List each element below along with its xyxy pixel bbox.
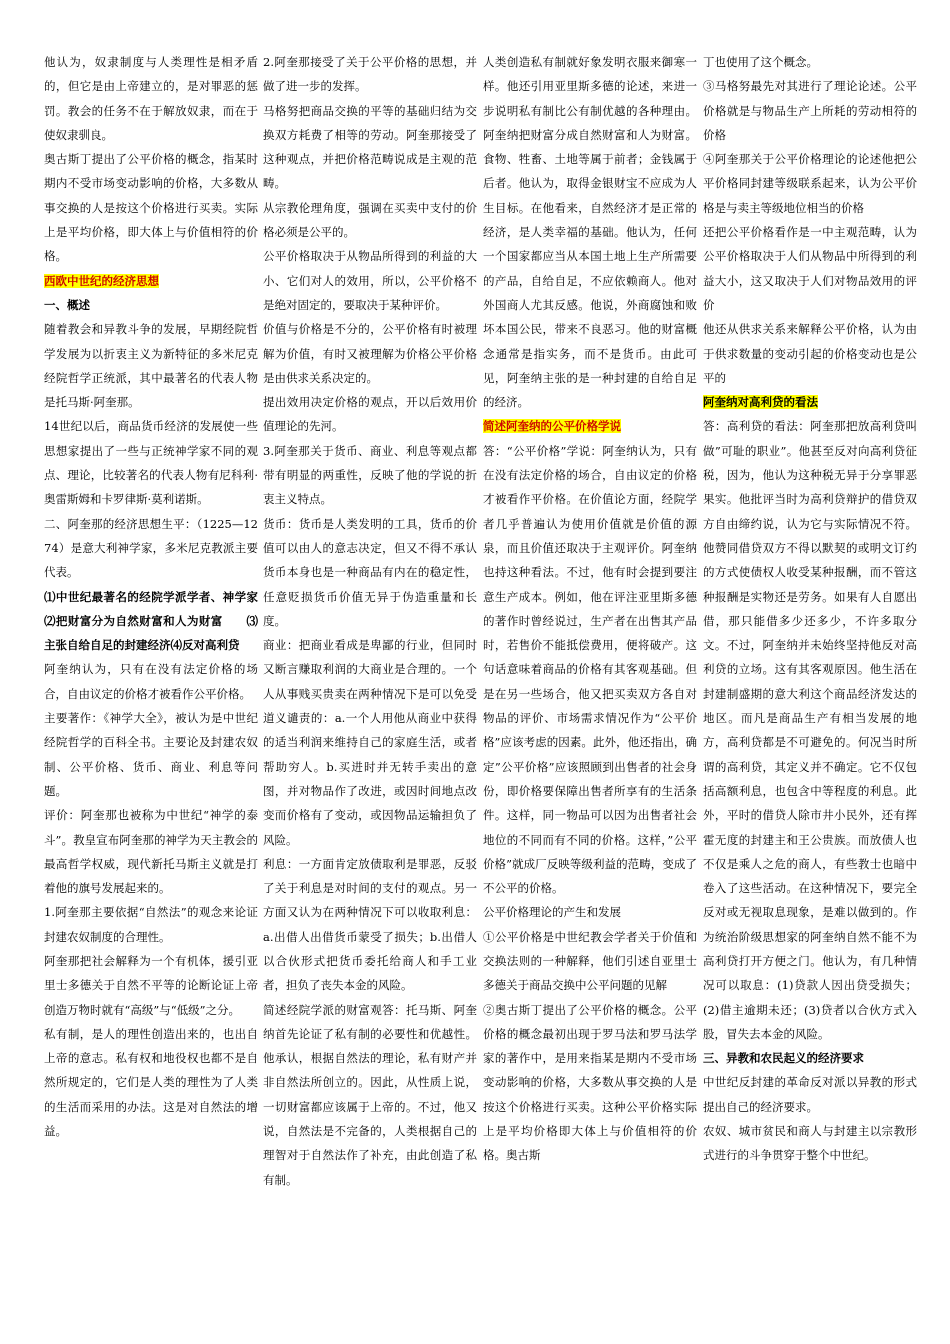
paragraph: 他认为，奴隶制度与人类理性是相矛盾的，但它是由上帝建立的，是对罪恶的惩罚。教会的任务不在于解放奴隶，而在于使奴隶驯良。 [44, 55, 258, 142]
highlighted-heading: 简述阿奎纳的公平价格学说 [483, 419, 621, 434]
paragraph: 3.阿奎那关于货币、商业、利息等观点都带有明显的两重性，反映了他的学说的折衷主义特点。 [263, 443, 477, 507]
paragraph: 二、阿奎那的经济思想生平：（1225—1274）是意大利神学家，多米尼克教派主要代表。 [44, 516, 258, 580]
paragraph: 公平价格取决于从物品所得到的利益的大小、它们对人的效用，所以，公平价格不是绝对固定的，要取决于某种评价。 [263, 249, 477, 312]
paragraph: 奥古斯丁提出了公平价格的概念，指某时期内不受市场变动影响的价格，大多数从事交换的人是按这个价格进行买卖。实际上是平均价格，即大体上与价值相符的价格。 [44, 152, 258, 264]
paragraph: 私有制，是人的理性创造出来的，也出自上帝的意志。私有权和地役权也都不是自然所规定的，它们是人类的理性为了人类的生活而采用的办法。这是对自然法的增益。 [44, 1026, 258, 1139]
paragraph: 答：高利贷的看法：阿奎那把放高利贷叫做”可耻的职业”。他甚至反对向高利贷征税，因为，他认为这种税无异于分享罪恶果实。他批评当时为高利贷辩护的借贷双方自由缔约说，认为它与实际情况不符。他赞同借贷双方不得以默契的或明文订约的方式使债权人收受某种报酬，而不管这种报酬是实物还是劳务。如果有人自愿出借，那只能借多少还多少，不许多取分文。不过，阿奎纳并未始终坚持他反对高利贷的立场。这有其客观原因。他生活在封建制盛期的意大利这个商品经济发达的地区。而凡是商品生产有相当发展的地方，高利贷都是不可避免的。何况当时所谓的高利贷，其定义并不确定。它不仅包括高额利息，也包含中等程度的利息。此外，平时的借贷人除市井小民外，还有挥霍无度的封建主和王公贵族。而放债人也不仅是乘人之危的商人，有些教士也暗中卷入了这些活动。在这种情况下，要完全反对或无视取息现象，是难以做到的。作为统治阶级思想家的阿奎纳自然不能不为高利贷打开方便之门。他认为，有几种情况可以取息：(1)贷款人因出贷受损失；(2)借主逾期未还；(3)贷者以合伙方式入股，冒失去本金的风险。 [703, 419, 917, 1041]
paragraph: 从宗教伦理角度，强调在买卖中支付的价格必须是公平的。 [263, 200, 477, 240]
paragraph: 主要著作：《神学大全》，被认为是中世纪经院哲学的百科全书。主要论及封建农奴制、公平价格、货币、商业、利息等问题。 [44, 711, 258, 798]
paragraph: ①公平价格是中世纪教会学者关于价值和交换法则的一种解释，他们引述自亚里士多德关于商品交换中公平问题的见解 [483, 929, 697, 993]
text-column-4 [703, 50, 917, 1340]
paragraph: 农奴、城市贫民和商人与封建主以宗教形式进行的斗争贯穿于整个中世纪。 [703, 1124, 917, 1163]
paragraph: 人类创造私有制就好象发明衣服来御寒一样。他还引用亚里斯多德的论述，来进一步说明私有制比公有制优越的各种理由。阿奎纳把财富分成自然财富和人为财富。食物、牲畜、土地等属于前者；金钱属于后者。他认为，取得金银财宝不应成为人生目标。在他看来，自然经济才是正常的经济，是人类幸福的基础。他认为，任何一个国家都应当从本国土地上生产所需要的产品，自给自足，不应依赖商人。他对外国商人尤其反感。他说，外商腐蚀和败坏本国公民，带来不良恶习。他的财富概念通常是指实务，而不是货币。由此可见，阿奎纳主张的是一种封建的自给自足的经济。 [483, 55, 697, 410]
paragraph: 还把公平价格看作是一中主观范畴，认为公平价格取决于人们从物品中所得到的利益大小，这又取决于人们对物品效用的评价 [703, 225, 917, 312]
paragraph: 随着教会和异教斗争的发展，早期经院哲学发展为以折衷主义为新特征的多米尼克经院哲学正统派，其中最著名的代表人物是托马斯·阿奎那。 [44, 322, 258, 410]
paragraph: 1.阿奎那主要依据“自然法”的观念来论证封建农奴制度的合理性。 [44, 905, 258, 944]
paragraph: 中世纪反封建的革命反对派以异教的形式提出自己的经济要求。 [703, 1075, 917, 1114]
text-column-2 [263, 50, 477, 1340]
highlighted-heading: 西欧中世纪的经济思想 [44, 273, 159, 288]
bold-paragraph: 一、概述 [44, 297, 90, 312]
paragraph: 马格努把商品交换的平等的基础归结为交换双方耗费了相等的劳动。阿奎那接受了这种观点，并把价格范畴说成是主观的范畴。 [263, 103, 477, 191]
bold-paragraph: ⑴中世纪最著名的经院学派学者、神学家⑵把财富分为自然财富和人为财富 ⑶主张自给自足的封建经济⑷反对高利贷 [44, 589, 258, 653]
paragraph: 阿奎纳认为，只有在没有法定价格的场合，自由议定的价格才被看作公平价格。 [44, 662, 258, 701]
paragraph: 他还从供求关系来解释公平价格，认为由于供求数量的变动引起的价格变动也是公平的 [703, 322, 917, 385]
paragraph: 提出效用决定价格的观点，开以后效用价值理论的先河。 [263, 395, 477, 434]
highlighted-heading: 阿奎纳对高利贷的看法 [703, 395, 818, 410]
paragraph: ②奥古斯丁提出了公平价格的概念。公平价格的概念最初出现于罗马法和罗马法学家的著作中，是用来指某是期内不受市场变动影响的价格，大多数从事交换的人是按这个价格进行买卖。这种公平价格实际上是平均价格即大体上与价值相符的价格。奥古斯 [483, 1002, 697, 1163]
paragraph: 2.阿奎那接受了关于公平价格的思想，并做了进一步的发挥。 [263, 55, 477, 94]
paragraph: 简述经院学派的财富观答：托马斯、阿奎纳首先论证了私有制的必要性和优越性。他承认，根据自然法的理论，私有财产并非自然法所创立的。因此，从性质上说，一切财富都应该属于上帝的。不过，他又说，自然法是不完备的，人类根据自己的理智对于自然法作了补充，由此创造了私有制。 [263, 1002, 477, 1187]
bold-paragraph: 三、异教和农民起义的经济要求 [703, 1051, 864, 1066]
paragraph: 答：“公平价格”学说：阿奎纳认为，只有在没有法定价格的场合，自由议定的价格才被看作平价格。在价值论方面，经院学者几乎普遍认为使用价值就是价值的源泉，而且价值还取决于主观评价。阿奎纳也持这种看法。不过，他有时会提到要注意生产成本。例如，他在评注亚里斯多德的著作时曾经说过，生产者在出售其产品时，若售价不能抵偿费用，便将破产。这句话意味着商品的价格有其客观基础。但是在另一些场合，他又把买卖双方各自对物品的评价、市场需求情况作为“公平价格”应该考虑的因素。此外，他还指出，确定”公平价格”应该照顾到出售者的社会身份，即价格要保障出售者所享有的生活条件。这样，同一物品可以因为出售者社会地位的不同而有不同的价格。这样，”公平价格”就成厂反映等级利益的范畴，变成了不公平的价格。 [483, 443, 697, 896]
paragraph: 商业：把商业看成是卑鄙的行业，但同时又断言赚取利润的大商业是合理的。一个人从事贱买贵卖在两种情况下是可以免受道义谴责的：a.一个人用他从商业中获得的适当利润来维持自己的家庭生活，或者帮助穷人。b.买进时并无转手卖出的意图，并对物品作了改进，或因时间地点改变而价格有了变动，或因物品运输担负了风险。 [263, 638, 477, 847]
paragraph: 价值与价格是不分的，公平价格有时被理解为价值，有时又被理解为价格公平价格是由供求关系决定的。 [263, 322, 477, 385]
text-column-3 [483, 50, 697, 1340]
paragraph: ③马格努最先对其进行了理论论述。公平价格就是与物品生产上所耗的劳动相符的价格 [703, 79, 917, 142]
paragraph: 丁也使用了这个概念。 [703, 55, 818, 69]
text-column-1 [44, 50, 258, 1340]
paragraph: 利息：一方面肯定放债取利是罪恶，反驳了关于利息是对时间的支付的观点。另一方面又认为在两种情况下可以收取利息：a.出借人出借货币蒙受了损失；b.出借人以合伙形式把货币委托给商人和手工业者，担负了丧失本金的风险。 [263, 856, 477, 993]
paragraph: 14世纪以后，商品货币经济的发展使一些思想家提出了一些与正统神学家不同的观点、理论，比较著名的代表人物有尼科利·奥雷斯姆和卡罗律斯·莫利诺斯。 [44, 419, 258, 507]
paragraph: 货币：货币是人类发明的工具，货币的价值可以由人的意志决定，但又不得不承认货币本身也是一种商品有内在的稳定性，任意贬损货币价值无异于伪造重量和长度。 [263, 516, 477, 628]
paragraph: 评价：阿奎那也被称为中世纪“神学的泰斗”。教皇宣布阿奎那的神学为天主教会的最高哲学权威，现代新托马斯主义就是打着他的旗号发展起来的。 [44, 808, 258, 896]
paragraph: 阿奎那把社会解释为一个有机体，援引亚里士多德关于自然不平等的论断论证上帝创造万物时就有“高级”与“低级”之分。 [44, 953, 258, 1017]
paragraph: ④阿奎那关于公平价格理论的论述他把公平价格同封建等级联系起来，认为公平价格是与卖主等级地位相当的价格 [703, 152, 917, 215]
paragraph: 公平价格理论的产生和发展 [483, 905, 621, 920]
